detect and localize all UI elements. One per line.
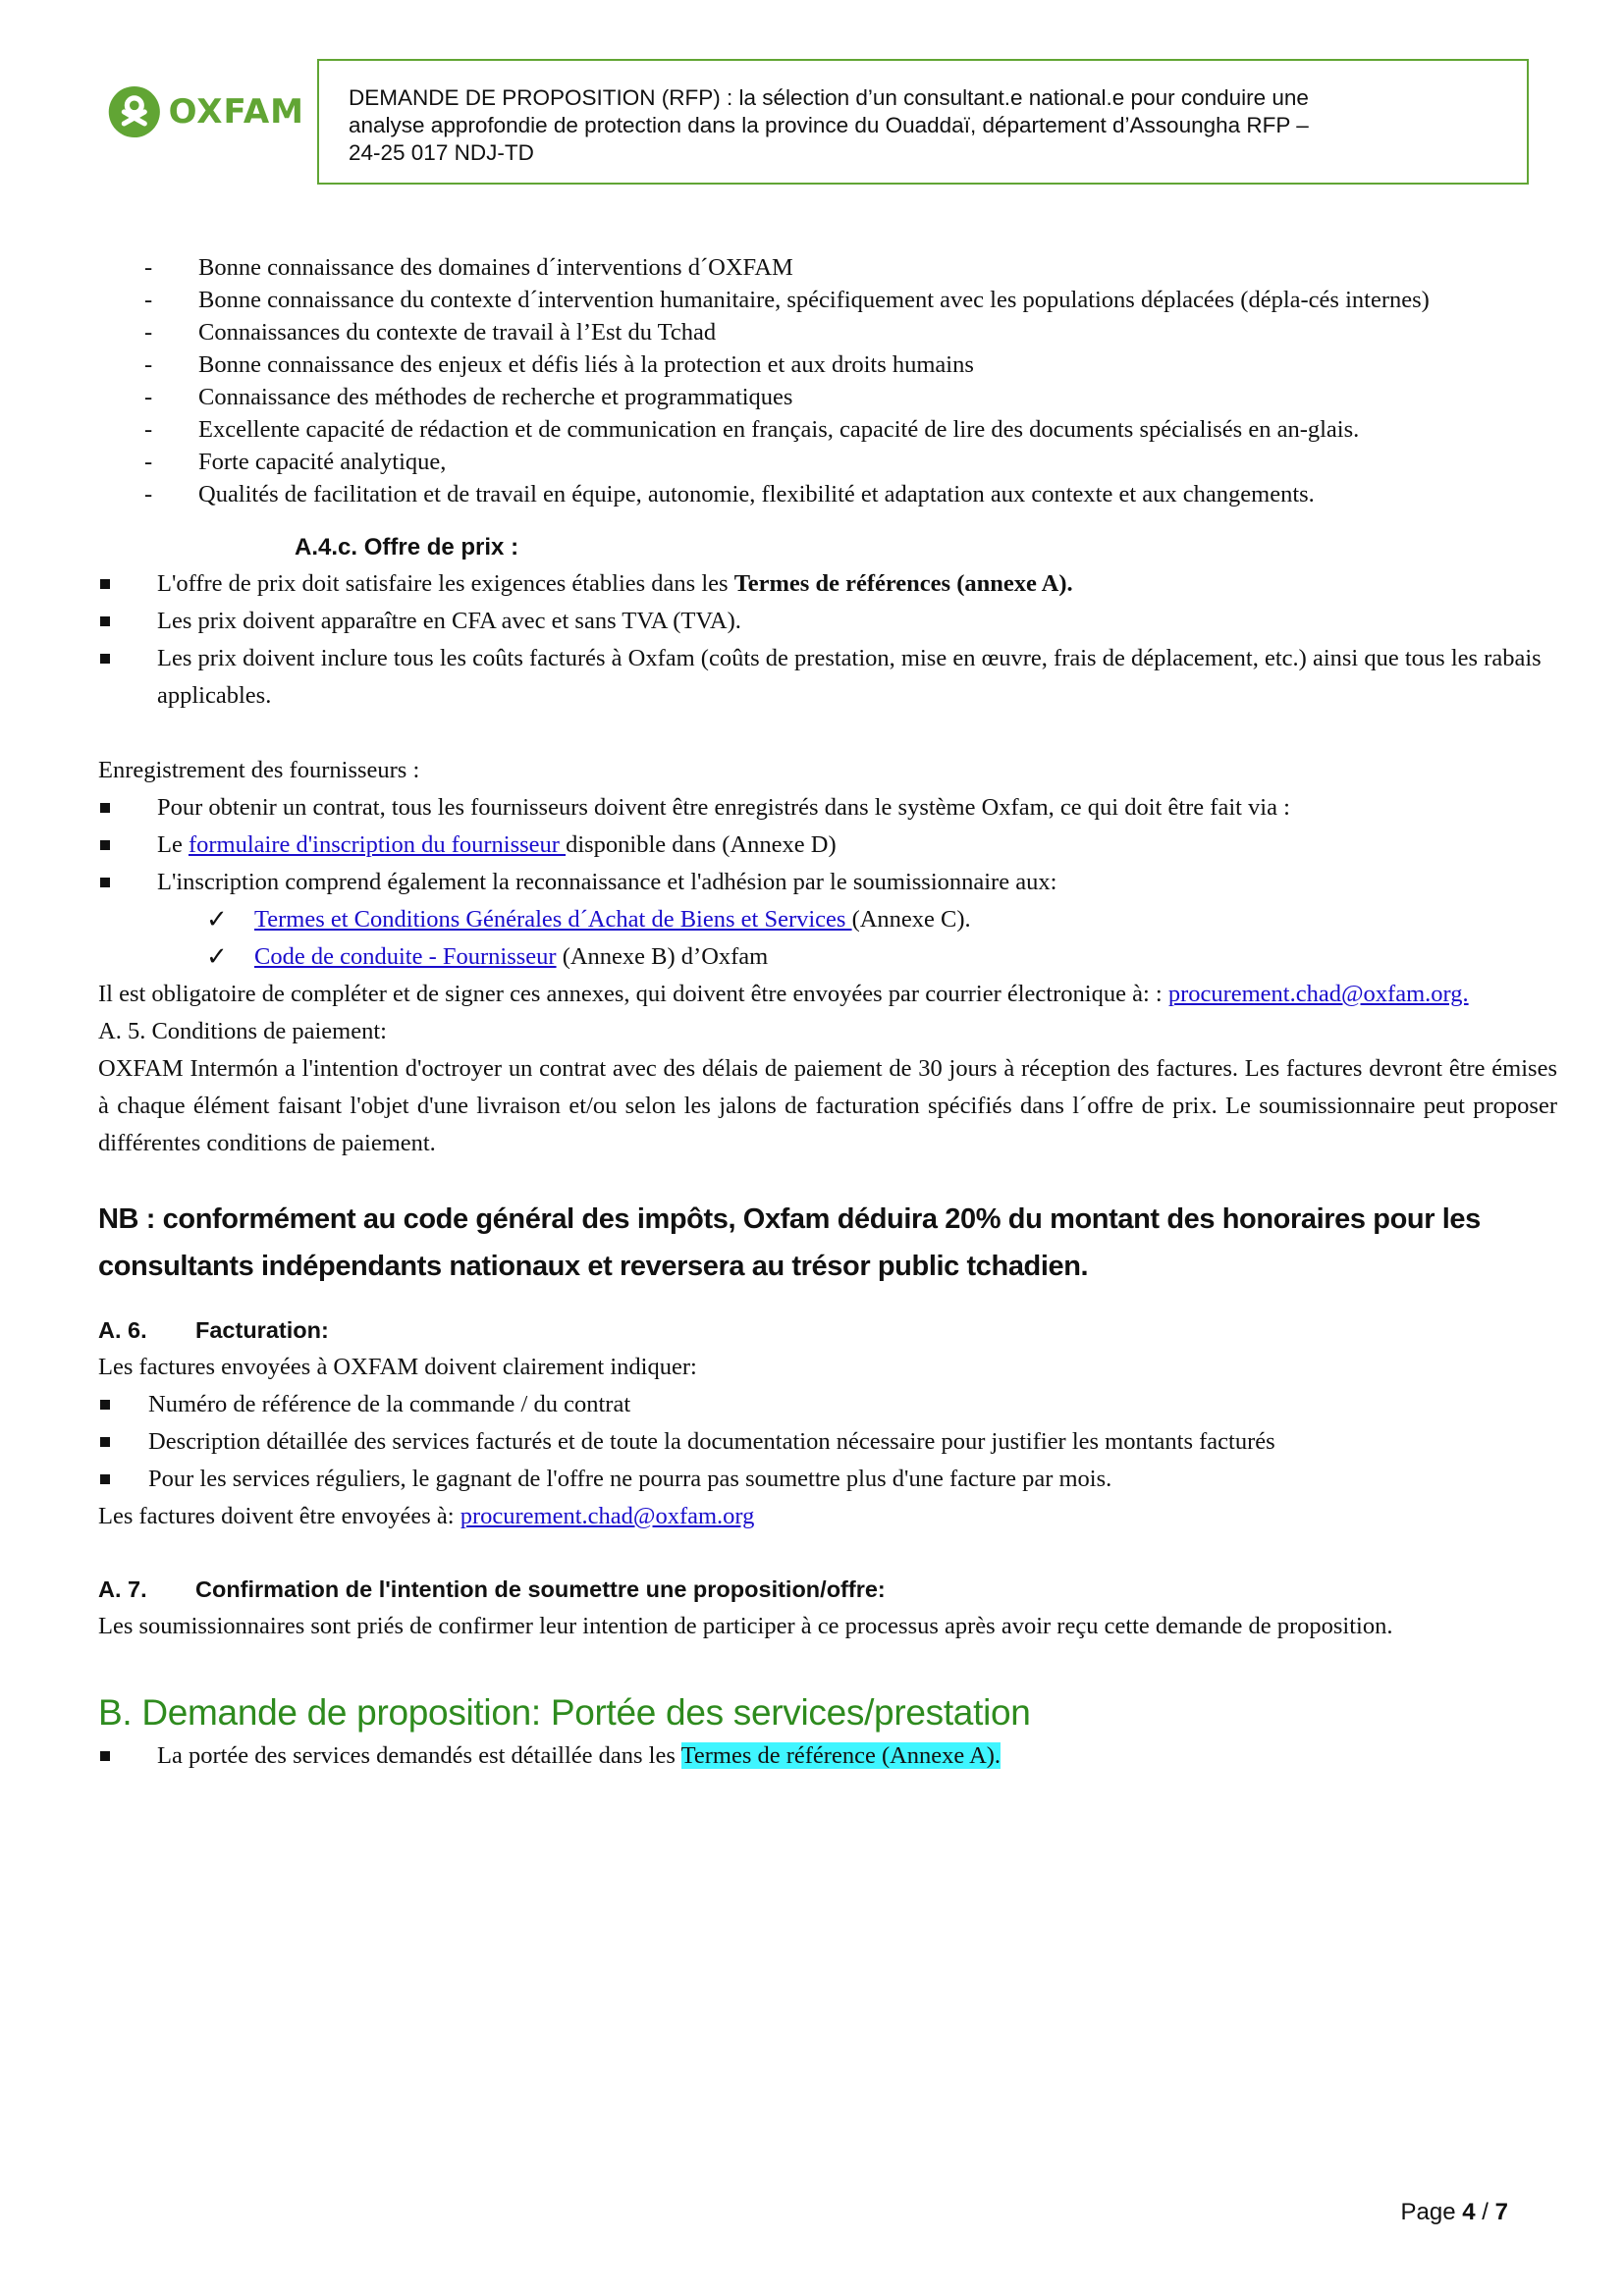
confirmation-text: Les soumissionnaires sont priés de confirmer leur intention de participer à ce processus après avoir reçu cette demande de proposition. bbox=[98, 1613, 1393, 1639]
terms-conditions-link[interactable]: Termes et Conditions Générales d´Achat de Biens et Services bbox=[254, 906, 852, 933]
list-item: Numéro de référence de la commande / du contrat bbox=[98, 1386, 1557, 1423]
checkmark-icon: ✓ bbox=[206, 942, 228, 972]
page-number: Page 4 / 7 bbox=[1400, 2199, 1508, 2225]
header-title-line: 24-25 017 NDJ-TD bbox=[349, 140, 534, 165]
obligation-paragraph: Il est obligatoire de compléter et de signer ces annexes, qui doivent être envoyées par courrier électronique à: : procurement.chad@oxfam.org. bbox=[98, 981, 1469, 1007]
list-item: L'offre de prix doit satisfaire les exigences établies dans les Termes de références (annexe A). bbox=[98, 565, 1557, 603]
registration-title: Enregistrement des fournisseurs : bbox=[98, 757, 420, 783]
page-content bbox=[98, 251, 1557, 1775]
invoice-email-link[interactable]: procurement.chad@oxfam.org bbox=[460, 1503, 755, 1529]
annex-check-list bbox=[98, 901, 1557, 976]
procurement-email-link[interactable]: procurement.chad@oxfam.org. bbox=[1167, 981, 1469, 1007]
header-title-line: DEMANDE DE PROPOSITION (RFP) : la sélection d’un consultant.e national.e pour conduire une bbox=[349, 85, 1309, 110]
list-item: - Forte capacité analytique, bbox=[144, 449, 447, 475]
section-heading-a5: A. 5. Conditions de paiement: bbox=[98, 1018, 387, 1044]
list-item: - Bonne connaissance des enjeux et défis liés à la protection et aux droits humains bbox=[144, 351, 974, 378]
invoice-intro: Les factures envoyées à OXFAM doivent clairement indiquer: bbox=[98, 1354, 697, 1380]
scope-list bbox=[98, 1737, 1557, 1775]
header-title-line: analyse approfondie de protection dans la province du Ouaddaï, département d’Assoungha RFP – bbox=[349, 113, 1309, 137]
section-b-title: B. Demande de proposition: Portée des services/prestation bbox=[98, 1692, 1031, 1733]
qualifications-list bbox=[98, 251, 1557, 510]
section-heading-a7: A. 7. Confirmation de l'intention de soumettre une proposition/offre: bbox=[98, 1576, 886, 1602]
oxfam-logo bbox=[108, 75, 304, 149]
nb-tax-notice: NB : conformément au code général des impôts, Oxfam déduira 20% du montant des honoraires pour les consultants indépendants nationaux et reversera au trésor public tchadien. bbox=[98, 1203, 1481, 1282]
code-of-conduct-link[interactable]: Code de conduite - Fournisseur bbox=[254, 943, 557, 970]
supplier-form-link[interactable]: formulaire d'inscription du fournisseur bbox=[188, 831, 567, 858]
price-offer-list bbox=[98, 565, 1557, 715]
list-item: - Qualités de facilitation et de travail en équipe, autonomie, flexibilité et adaptation aux contexte et aux changements. bbox=[144, 481, 1315, 507]
list-item: Pour obtenir un contrat, tous les fournisseurs doivent être enregistrés dans le système Oxfam, ce qui doit être fait via : bbox=[98, 789, 1557, 827]
section-heading-a4c: A.4.c. Offre de prix : bbox=[295, 534, 519, 561]
document-header-box bbox=[317, 59, 1529, 185]
checkmark-icon: ✓ bbox=[206, 905, 228, 934]
list-item: - Connaissance des méthodes de recherche et programmatiques bbox=[144, 384, 793, 410]
section-heading-a6: A. 6. Facturation: bbox=[98, 1317, 329, 1343]
list-item: - Connaissances du contexte de travail à l’Est du Tchad bbox=[144, 319, 717, 346]
list-item: Les prix doivent apparaître en CFA avec et sans TVA (TVA). bbox=[98, 603, 1557, 640]
list-item: Le formulaire d'inscription du fournisseur disponible dans (Annexe D) bbox=[98, 827, 1557, 864]
invoice-send-line: Les factures doivent être envoyées à: procurement.chad@oxfam.org bbox=[98, 1503, 755, 1529]
list-item: - Excellente capacité de rédaction et de communication en français, capacité de lire des documents spécialisés en an-glais. bbox=[144, 416, 1360, 443]
list-item: L'inscription comprend également la reconnaissance et l'adhésion par le soumissionnaire aux: bbox=[98, 864, 1557, 901]
list-item: Les prix doivent inclure tous les coûts facturés à Oxfam (coûts de prestation, mise en œuvre, frais de déplacement, etc.) ainsi que tous les rabais applicables. bbox=[98, 640, 1557, 715]
registration-list bbox=[98, 789, 1557, 901]
list-item: La portée des services demandés est détaillée dans les Termes de référence (Annexe A). bbox=[98, 1737, 1557, 1775]
logo-wordmark: OXFAM bbox=[168, 92, 304, 132]
list-item: Pour les services réguliers, le gagnant de l'offre ne pourra pas soumettre plus d'une facture par mois. bbox=[98, 1461, 1557, 1498]
payment-conditions-text: OXFAM Intermón a l'intention d'octroyer un contrat avec des délais de paiement de 30 jours à réception des factures. Les factures devront être émises à chaque élément faisant l'objet d'une livraison et/ou selon les jalons de facturation spécifiés dans l´offre de prix. Le soumissionnaire peut proposer différentes conditions de paiement. bbox=[98, 1055, 1557, 1156]
oxfam-logo-icon bbox=[108, 77, 161, 147]
list-item: ✓ Code de conduite - Fournisseur (Annexe B) d’Oxfam bbox=[98, 938, 1557, 976]
highlighted-reference: Termes de référence (Annexe A). bbox=[680, 1742, 1001, 1769]
list-item: ✓ Termes et Conditions Générales d´Achat de Biens et Services (Annexe C). bbox=[98, 901, 1557, 938]
list-item: - Bonne connaissance du contexte d´intervention humanitaire, spécifiquement avec les populations déplacées (dépla-cés internes) bbox=[144, 287, 1430, 313]
invoice-requirements-list bbox=[98, 1386, 1557, 1498]
list-item: - Bonne connaissance des domaines d´interventions d´OXFAM bbox=[144, 254, 793, 281]
list-item: Description détaillée des services facturés et de toute la documentation nécessaire pour justifier les montants facturés bbox=[98, 1423, 1557, 1461]
